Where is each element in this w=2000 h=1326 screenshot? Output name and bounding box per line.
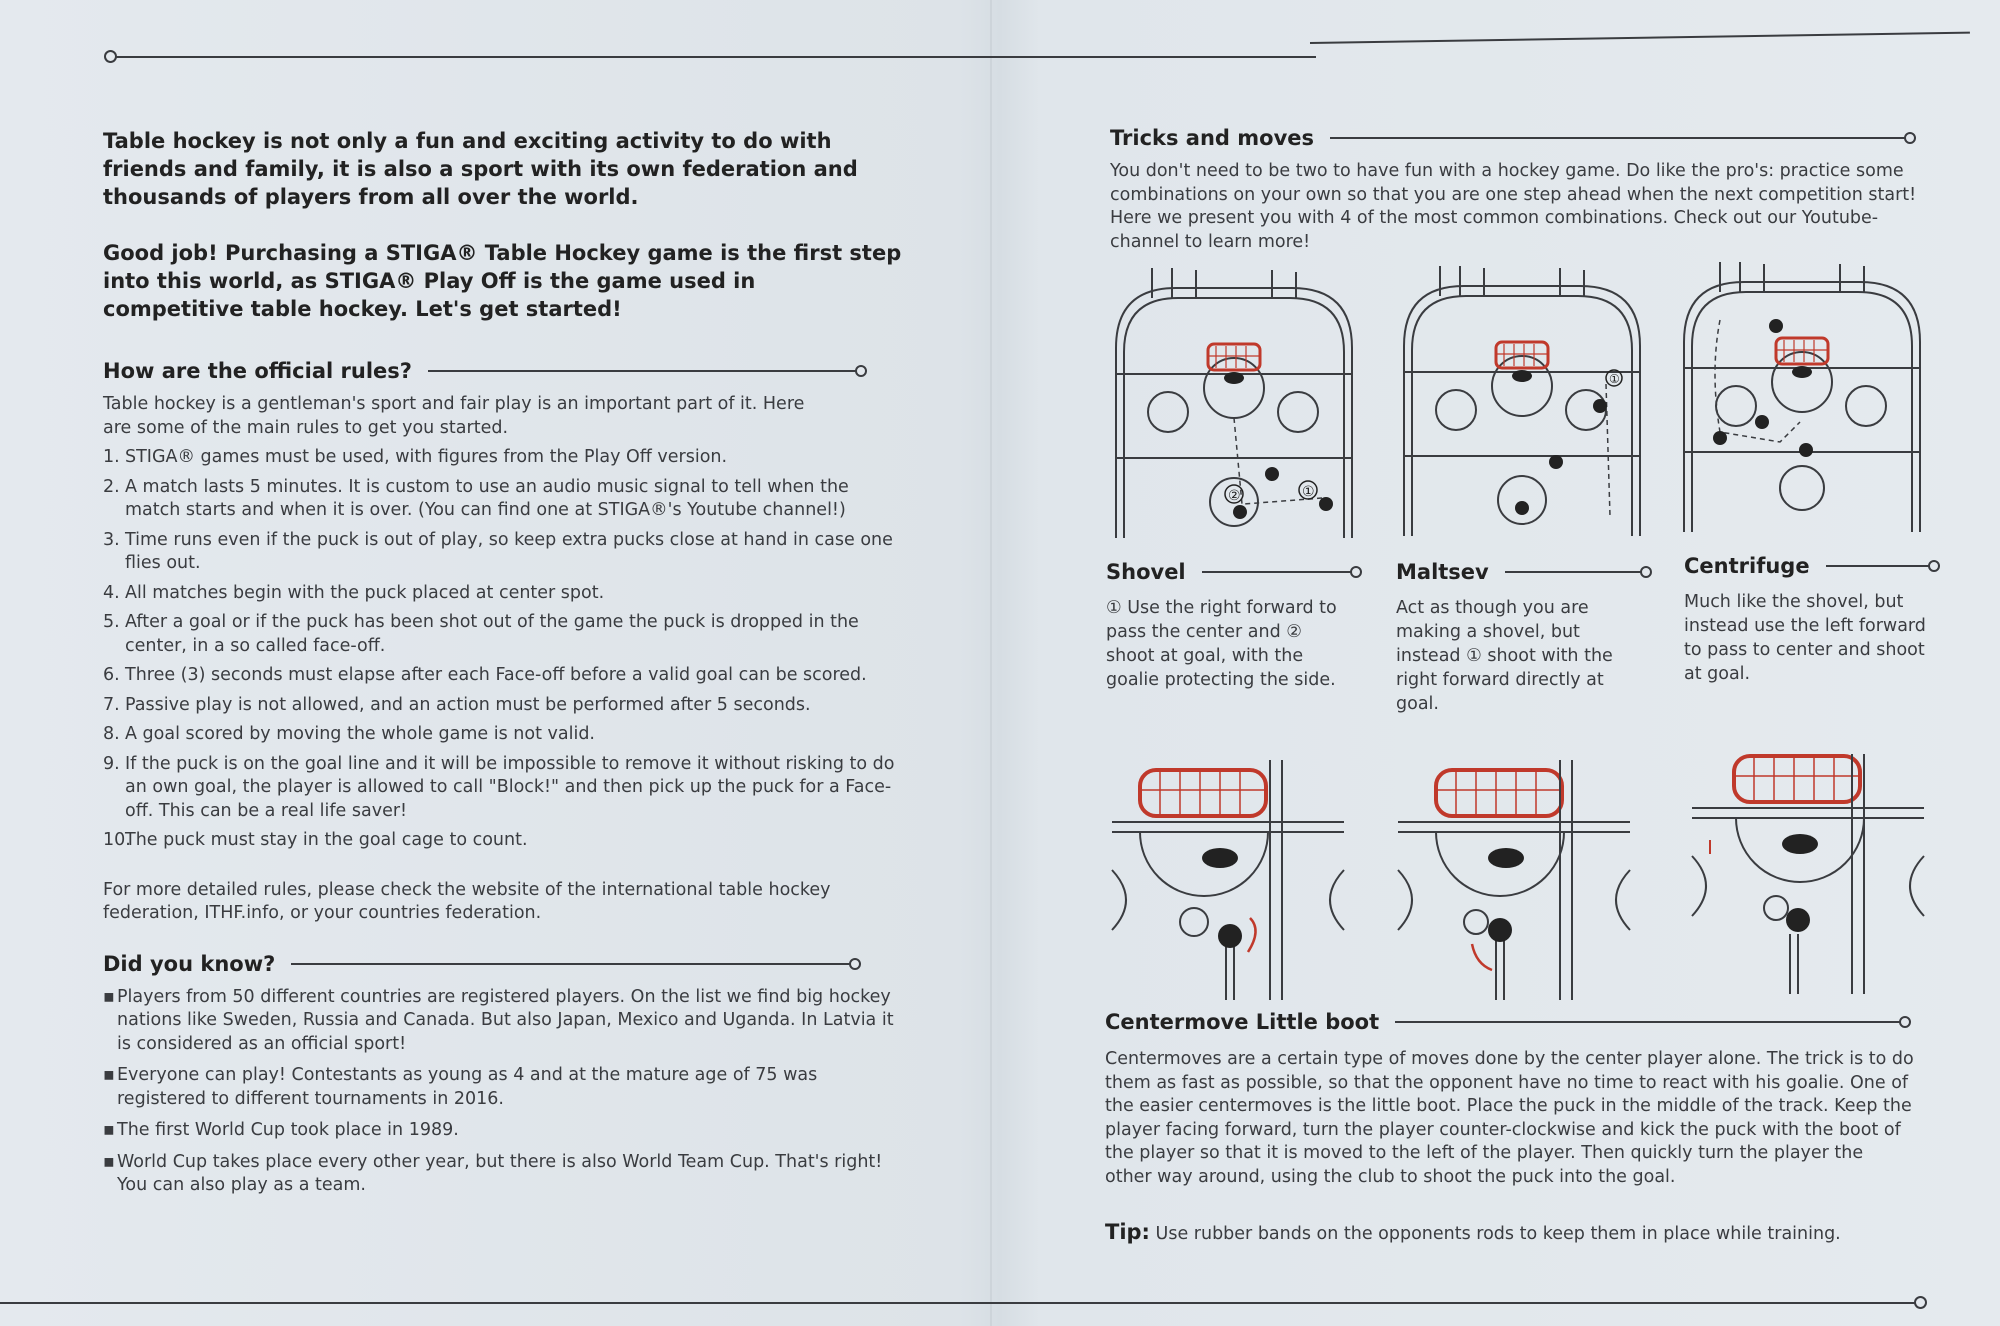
page-fold [990, 0, 992, 1326]
marker-2: ② [1228, 488, 1241, 504]
rule-text: A goal scored by moving the whole game is not valid. [125, 724, 595, 744]
bullet-icon: ▪ [103, 1120, 115, 1140]
rule-text: A match lasts 5 minutes. It is custom to use an audio music signal to tell when the match starts and when it is over. (You can find one at STIGA®'s Youtube channel!) [125, 476, 849, 520]
move-heading-rule [1505, 571, 1646, 573]
move-heading-row [1684, 554, 1934, 578]
player-figure [1319, 497, 1333, 511]
right-column [1110, 126, 1920, 254]
goalie-figure [1202, 848, 1238, 868]
goal-cage [1436, 770, 1562, 816]
move-description: ① Use the right forward to pass the center and ② shoot at goal, with the goalie protecting the side. [1106, 598, 1337, 690]
move-heading-rule [1202, 571, 1356, 573]
rule-item [103, 753, 903, 824]
rule-item [103, 476, 903, 523]
rules-list [103, 446, 903, 853]
player-figure [1713, 431, 1727, 445]
move-centrifuge [1684, 554, 1934, 686]
bottom-rule-dot [1914, 1296, 1927, 1309]
tip-text: Use rubber bands on the opponents rods to keep them in place while training. [1155, 1224, 1841, 1244]
bottom-rule [0, 1302, 1916, 1304]
rule-item [103, 723, 903, 747]
player-figure [1218, 924, 1242, 948]
rule-text: STIGA® games must be used, with figures from the Play Off version. [125, 447, 728, 467]
centermove-text: Centermoves are a certain type of moves done by the center player alone. The trick is to do them as fast as possible, so that the opponent have no time to react with his goalie. One of the easier centermoves is the little boot. Place the puck in the middle of the track. Keep the player facing forward, turn the player counter-clockwise and kick the puck with the boot of the player so that it is moved to the left of the player. Then quickly turn the player the other way around, using the club to shoot the puck into the goal. [1105, 1049, 1914, 1187]
move-name: Maltsev [1396, 560, 1489, 584]
closeup-diagram-3 [1690, 724, 1930, 996]
fact-item [103, 986, 903, 1057]
move-description: Much like the shovel, but instead use the left forward to pass to center and shoot at goal. [1684, 592, 1926, 684]
rule-number: 9. [103, 753, 120, 774]
player-figure [1755, 415, 1769, 429]
closeup-diagram-2 [1396, 730, 1636, 1002]
rule-item [103, 829, 903, 853]
bullet-icon: ▪ [103, 986, 115, 1007]
puck-ring [1180, 908, 1208, 936]
goalie-figure [1792, 366, 1812, 378]
rule-text: Three (3) seconds must elapse after each Face-off before a valid goal can be scored. [125, 665, 867, 685]
fact-item [103, 1151, 903, 1198]
rule-number: 3. [103, 529, 120, 550]
centermove-section [1105, 1010, 1915, 1247]
player-figure [1549, 455, 1563, 469]
rule-item [103, 694, 903, 718]
rule-item [103, 529, 903, 576]
marker-1: ① [1302, 484, 1315, 500]
rule-number: 1. [103, 447, 120, 467]
player-figure [1515, 501, 1529, 515]
rule-item [103, 664, 903, 688]
left-column [103, 127, 903, 1206]
did-you-know-rule [291, 963, 855, 965]
tricks-heading-row [1110, 126, 1910, 150]
tricks-heading-rule [1330, 137, 1910, 139]
rule-number: 8. [103, 724, 120, 744]
rules-more-info: For more detailed rules, please check the website of the international table hockey federation, ITHF.info, or your countries federation. [103, 879, 831, 923]
fact-text: The first World Cup took place in 1989. [117, 1120, 459, 1140]
rule-number: 6. [103, 665, 120, 685]
fact-text: Players from 50 different countries are registered players. On the list we find big hockey nations like Sweden, Russia and Canada. But also Japan, Mexico and Uganda. In Latvia it is considered as an official sport! [117, 986, 894, 1054]
move-name: Centrifuge [1684, 554, 1810, 578]
goalie-figure [1224, 372, 1244, 384]
player-figure [1593, 399, 1607, 413]
rule-text: All matches begin with the puck placed at center spot. [125, 582, 605, 603]
move-heading-row [1106, 560, 1356, 584]
rule-number: 10. [103, 830, 131, 850]
marker-1: ① [1609, 372, 1620, 386]
centermove-heading-row [1105, 1010, 1905, 1034]
puck-ring [1464, 910, 1488, 934]
centermove-heading: Centermove Little boot [1105, 1010, 1380, 1034]
rule-item [103, 611, 903, 658]
rule-text: Time runs even if the puck is out of play, so keep extra pucks close at hand in case one flies out. [125, 529, 893, 573]
player-figure [1265, 467, 1279, 481]
goalie-figure [1782, 834, 1818, 854]
player-figure [1799, 443, 1813, 457]
did-you-know-heading: Did you know? [103, 951, 276, 976]
bullet-icon: ▪ [103, 1065, 115, 1085]
rule-item [103, 446, 903, 470]
tricks-heading: Tricks and moves [1110, 126, 1315, 150]
tricks-intro: You don't need to be two to have fun with a hockey game. Do like the pro's: practice some combinations on your own so that you are one step ahead when the next competition start! Here we present you with 4 of the most common combinations. Check out our Youtube-channel to learn more! [1110, 161, 1917, 252]
bullet-icon: ▪ [103, 1151, 115, 1172]
rule-number: 5. [103, 612, 120, 632]
move-description: Act as though you are making a shovel, but instead ① shoot with the right forward directly at goal. [1396, 598, 1613, 714]
move-heading-row [1396, 560, 1646, 584]
move-heading-rule [1826, 565, 1934, 567]
goalie-figure [1512, 370, 1532, 382]
intro-paragraph-1: Table hockey is not only a fun and exciting activity to do with friends and family, it is also a sport with its own federation and thousands of players from all over the world. [103, 129, 858, 209]
puck-ring [1764, 896, 1788, 920]
intro-paragraph-2: Good job! Purchasing a STIGA® Table Hockey game is the first step into this world, as STIGA® Play Off is the game used in competitive table hockey. Let's get started! [103, 241, 902, 321]
rink-diagram-centrifuge [1680, 262, 1924, 534]
top-rule-left [116, 56, 1316, 58]
centermove-heading-rule [1395, 1021, 1905, 1023]
fact-item [103, 1119, 903, 1143]
goal-cage [1140, 770, 1266, 816]
rules-heading: How are the official rules? [103, 359, 412, 383]
goal-cage [1734, 756, 1860, 802]
rules-heading-rule [428, 370, 861, 372]
player-figure [1769, 319, 1783, 333]
rule-text: The puck must stay in the goal cage to count. [125, 830, 528, 850]
player-figure [1488, 918, 1512, 942]
rules-heading-row [103, 359, 861, 383]
move-shovel [1106, 560, 1356, 692]
tip-label: Tip: [1105, 1220, 1150, 1244]
move-maltsev [1396, 560, 1646, 716]
rule-number: 7. [103, 694, 120, 715]
tip-paragraph [1105, 1221, 1915, 1247]
did-you-know-list [103, 986, 903, 1198]
top-rule-right [1310, 32, 1970, 44]
rule-number: 2. [103, 476, 120, 497]
rule-number: 4. [103, 582, 120, 603]
rules-intro: Table hockey is a gentleman's sport and fair play is an important part of it. Here are some of the main rules to get you started. [103, 394, 805, 438]
did-you-know-heading-row [103, 952, 855, 976]
move-name: Shovel [1106, 560, 1186, 584]
rule-text: If the puck is on the goal line and it will be impossible to remove it without risking to do an own goal, the player is allowed to call "Block!" and then pick up the puck for a Face-off. This can be a real life saver! [125, 753, 895, 821]
fact-item [103, 1064, 903, 1111]
player-figure [1233, 505, 1247, 519]
player-figure [1786, 908, 1810, 932]
rule-text: After a goal or if the puck has been shot out of the game the puck is dropped in the center, in a so called face-off. [125, 612, 859, 656]
rink-diagram-shovel [1112, 268, 1356, 540]
fact-text: Everyone can play! Contestants as young as 4 and at the mature age of 75 was registered to different tournaments in 2016. [117, 1065, 818, 1109]
fact-text: World Cup takes place every other year, but there is also World Team Cup. That's right! You can also play as a team. [117, 1151, 883, 1195]
rule-item [103, 582, 903, 606]
rink-diagram-maltsev [1400, 266, 1644, 538]
rule-text: Passive play is not allowed, and an action must be performed after 5 seconds. [125, 694, 811, 715]
goalie-figure [1488, 848, 1524, 868]
closeup-diagram-1 [1110, 730, 1350, 1002]
